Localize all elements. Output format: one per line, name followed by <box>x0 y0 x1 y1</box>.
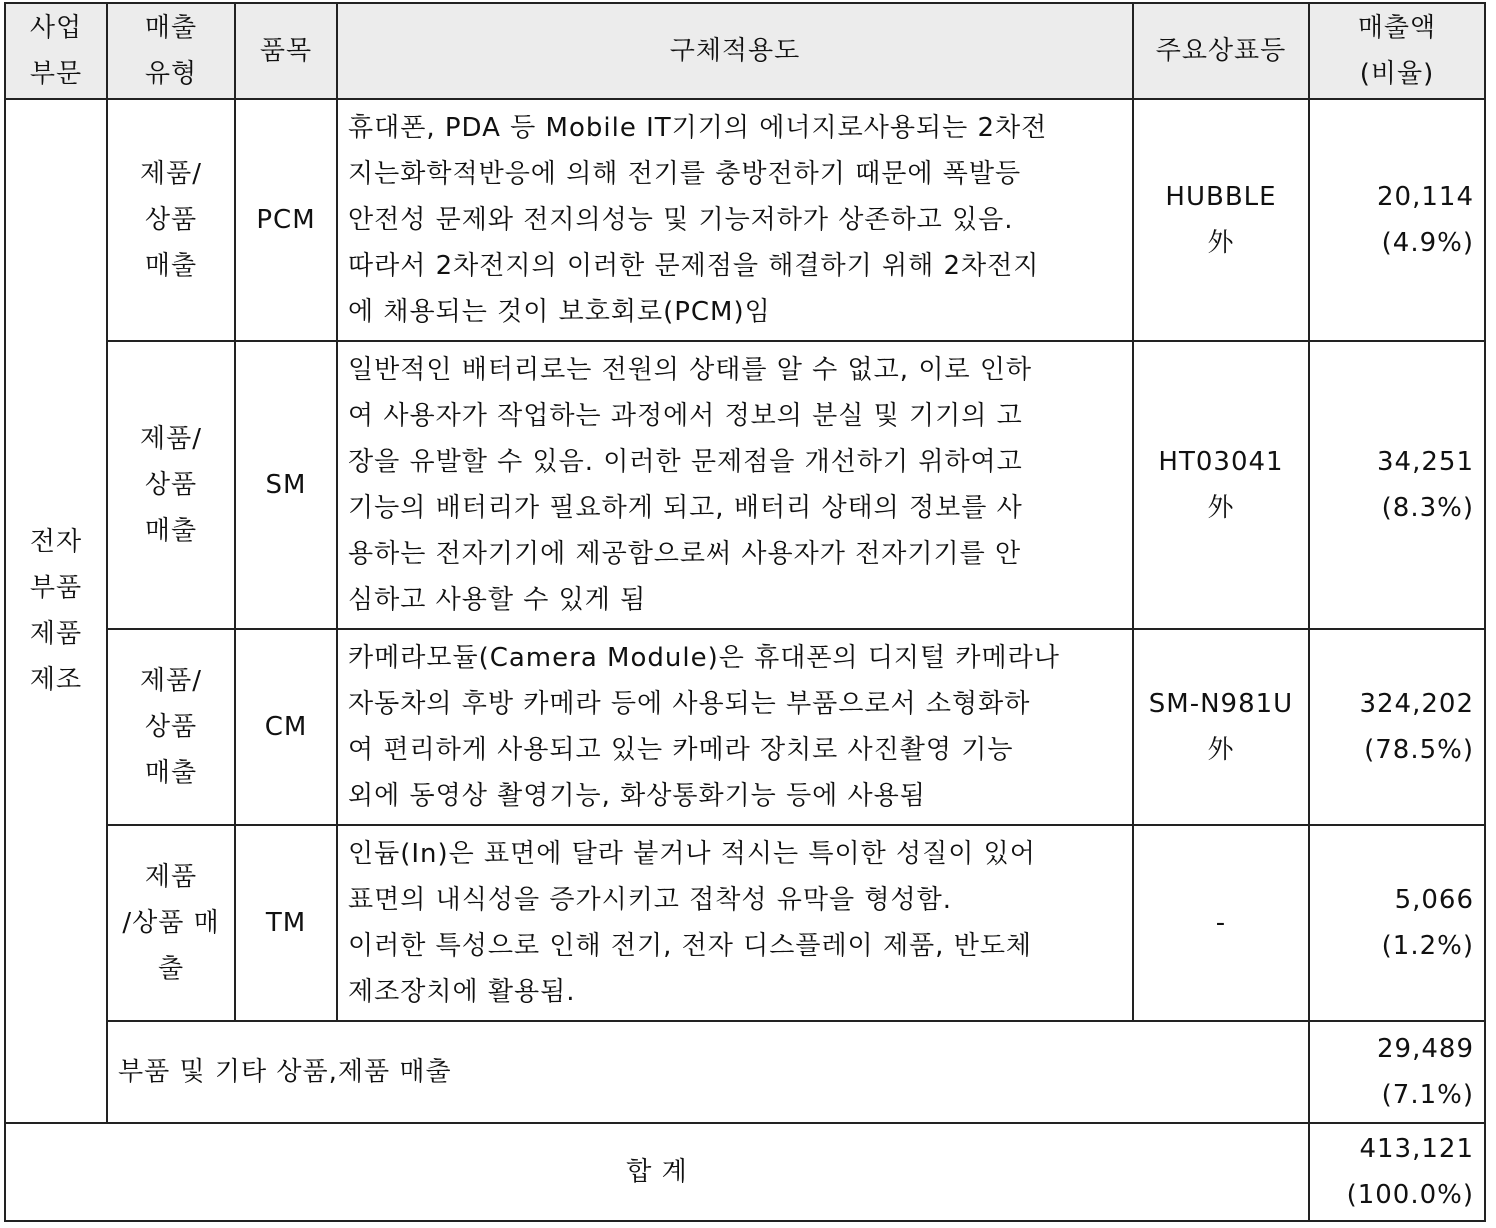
usage-line: 심하고 사용할 수 있게 됨 <box>348 585 647 615</box>
usage-line: 여 편리하게 사용되고 있는 카메라 장치로 사진촬영 기능 <box>348 735 1014 765</box>
usage-cell <box>337 99 1133 341</box>
amount-value: 34,251 <box>1377 447 1474 477</box>
brand-line: HUBBLE <box>1165 182 1277 212</box>
usage-line: 자동차의 후방 카메라 등에 사용되는 부품으로서 소형화하 <box>348 689 1031 719</box>
usage-line: 일반적인 배터리로는 전원의 상태를 알 수 없고, 이로 인하 <box>348 355 1033 385</box>
brand-line: HT03041 <box>1158 447 1284 477</box>
table-row <box>5 341 1485 629</box>
sales-type-line: 제품/ <box>140 159 202 189</box>
brand-cell <box>1133 629 1309 825</box>
header-usage: 구체적용도 <box>337 3 1133 99</box>
usage-line: 따라서 2차전지의 이러한 문제점을 해결하기 위해 2차전지 <box>348 251 1040 281</box>
header-division-line1: 사업 <box>29 13 83 43</box>
usage-line: 휴대폰, PDA 등 Mobile IT기기의 에너지로사용되는 2차전 <box>348 113 1048 143</box>
division-line1: 전자 <box>29 527 83 557</box>
brand-line: 外 <box>1207 493 1235 523</box>
amount-cell <box>1309 629 1485 825</box>
sales-type-line: 제품 <box>144 862 198 892</box>
sales-type-line: 상품 <box>144 712 198 742</box>
header-sales-type-line2: 유형 <box>144 59 198 89</box>
other-sales-label: 부품 및 기타 상품,제품 매출 <box>107 1021 1309 1123</box>
division-line3: 제품 <box>29 619 83 649</box>
sales-type-cell <box>107 825 235 1021</box>
usage-line: 안전성 문제와 전지의성능 및 기능저하가 상존하고 있음. <box>348 205 1014 235</box>
brand-line: 外 <box>1207 735 1235 765</box>
sales-type-cell <box>107 99 235 341</box>
item-cell: PCM <box>235 99 337 341</box>
amount-value: 324,202 <box>1359 689 1474 719</box>
sales-type-line: 제품/ <box>140 424 202 454</box>
header-brand: 주요상표등 <box>1133 3 1309 99</box>
table-row <box>5 629 1485 825</box>
amount-ratio: (4.9%) <box>1381 228 1474 258</box>
amount-ratio: (1.2%) <box>1381 931 1474 961</box>
brand-line: 外 <box>1207 228 1235 258</box>
total-label: 합 계 <box>5 1123 1309 1221</box>
item-cell: CM <box>235 629 337 825</box>
header-sales-type <box>107 3 235 99</box>
brand-cell <box>1133 99 1309 341</box>
usage-line: 기능의 배터리가 필요하게 되고, 배터리 상태의 정보를 사 <box>348 493 1023 523</box>
sales-type-line: 상품 <box>144 205 198 235</box>
total-amount-cell <box>1309 1123 1485 1221</box>
header-row <box>5 3 1485 99</box>
usage-cell <box>337 825 1133 1021</box>
amount-value: 5,066 <box>1394 885 1474 915</box>
total-ratio: (100.0%) <box>1346 1180 1474 1210</box>
sales-table-container <box>4 2 1486 1222</box>
usage-line: 에 채용되는 것이 보호회로(PCM)임 <box>348 297 771 327</box>
amount-cell <box>1309 99 1485 341</box>
sales-type-line: 상품 <box>144 470 198 500</box>
brand-cell <box>1133 341 1309 629</box>
amount-cell <box>1309 341 1485 629</box>
brand-line: - <box>1215 908 1227 938</box>
header-amount-line2: (비율) <box>1359 59 1435 89</box>
other-sales-ratio: (7.1%) <box>1381 1080 1474 1110</box>
usage-line: 여 사용자가 작업하는 과정에서 정보의 분실 및 기기의 고 <box>348 401 1023 431</box>
sales-type-line: 매출 <box>144 758 198 788</box>
brand-line: SM-N981U <box>1148 689 1294 719</box>
total-amount: 413,121 <box>1359 1134 1474 1164</box>
brand-cell <box>1133 825 1309 1021</box>
other-sales-row <box>5 1021 1485 1123</box>
sales-type-line: 매출 <box>144 251 198 281</box>
division-cell <box>5 99 107 1123</box>
item-cell: TM <box>235 825 337 1021</box>
amount-value: 20,114 <box>1377 182 1474 212</box>
total-row <box>5 1123 1485 1221</box>
usage-line: 외에 동영상 촬영기능, 화상통화기능 등에 사용됨 <box>348 781 926 811</box>
usage-line: 인듐(In)은 표면에 달라 붙거나 적시는 특이한 성질이 있어 <box>348 839 1036 869</box>
other-sales-amount-cell <box>1309 1021 1485 1123</box>
usage-line: 표면의 내식성을 증가시키고 접착성 유막을 형성함. <box>348 885 953 915</box>
table-row <box>5 99 1485 341</box>
sales-type-line: 출 <box>157 954 185 984</box>
other-sales-amount: 29,489 <box>1377 1034 1474 1064</box>
item-cell: SM <box>235 341 337 629</box>
header-division-line2: 부문 <box>29 59 83 89</box>
sales-type-line: /상품 매 <box>122 908 220 938</box>
usage-line: 장을 유발할 수 있음. 이러한 문제점을 개선하기 위하여고 <box>348 447 1023 477</box>
amount-ratio: (8.3%) <box>1381 493 1474 523</box>
table-row <box>5 825 1485 1021</box>
amount-ratio: (78.5%) <box>1364 735 1474 765</box>
division-line2: 부품 <box>29 573 83 603</box>
division-line4: 제조 <box>29 665 83 695</box>
sales-type-cell <box>107 341 235 629</box>
usage-line: 지는화학적반응에 의해 전기를 충방전하기 때문에 폭발등 <box>348 159 1022 189</box>
usage-line: 제조장치에 활용됨. <box>348 977 576 1007</box>
usage-line: 용하는 전자기기에 제공함으로써 사용자가 전자기기를 안 <box>348 539 1022 569</box>
sales-type-line: 제품/ <box>140 666 202 696</box>
sales-type-cell <box>107 629 235 825</box>
header-item: 품목 <box>235 3 337 99</box>
usage-line: 카메라모듈(Camera Module)은 휴대폰의 디지털 카메라나 <box>348 643 1060 673</box>
header-amount <box>1309 3 1485 99</box>
header-sales-type-line1: 매출 <box>144 13 198 43</box>
header-division <box>5 3 107 99</box>
usage-line: 이러한 특성으로 인해 전기, 전자 디스플레이 제품, 반도체 <box>348 931 1033 961</box>
usage-cell <box>337 341 1133 629</box>
sales-table <box>4 2 1486 1222</box>
usage-cell <box>337 629 1133 825</box>
sales-type-line: 매출 <box>144 516 198 546</box>
amount-cell <box>1309 825 1485 1021</box>
header-amount-line1: 매출액 <box>1357 13 1437 43</box>
